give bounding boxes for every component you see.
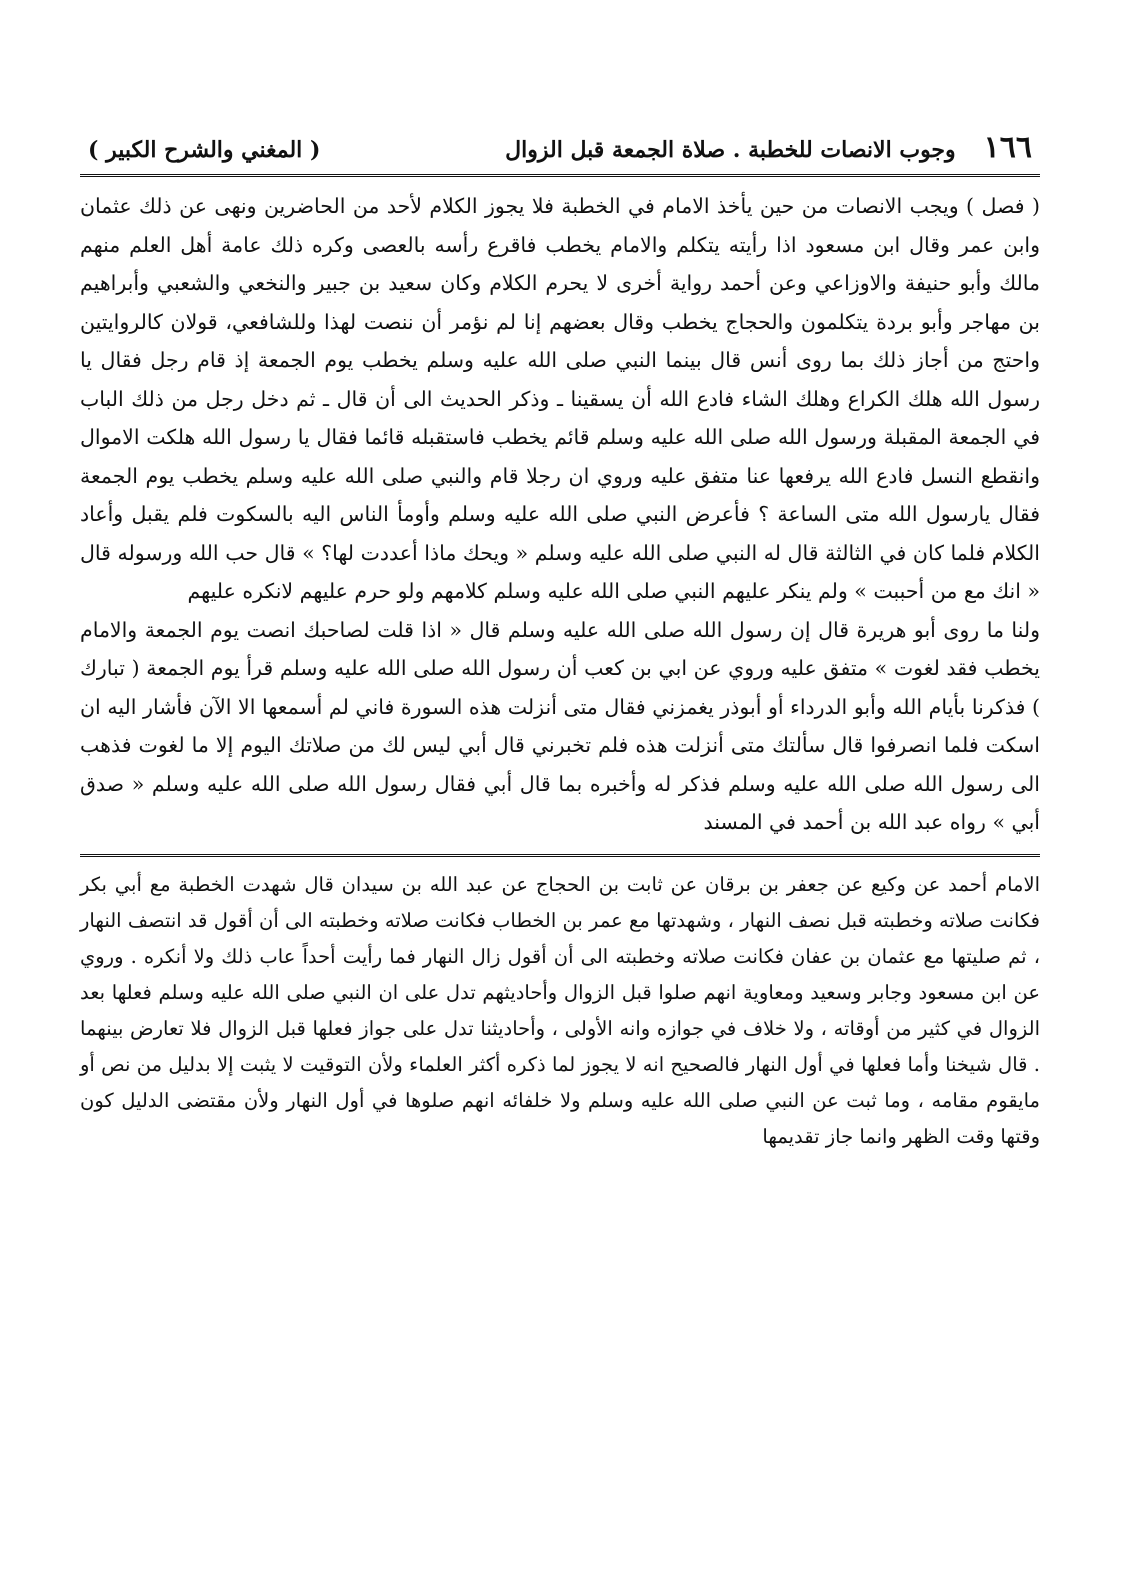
footnote-divider xyxy=(80,854,1040,857)
book-page xyxy=(80,130,1040,1155)
running-header xyxy=(80,130,1040,177)
main-paragraph: ( فصل ) ويجب الانصات من حين يأخذ الامام في الخطبة فلا يجوز الكلام لأحد من الحاضرين ونهى عن ذلك عثمان وابن عمر وقال ابن مسعود اذا رأيته يتكلم والامام يخطب فاقرع رأسه بالعصى وكره ذلك عامة أهل العلم منهم مالك وأبو حنيفة والاوزاعي وعن أحمد رواية أخرى لا يحرم الكلام وكان سعيد بن جبير والنخعي والشعبي وأبراهيم بن مهاجر وأبو بردة يتكلمون والحجاج يخطب وقال بعضهم إنا لم نؤمر أن ننصت لهذا وللشافعي، قولان كالروايتين واحتج من أجاز ذلك بما روى أنس قال بينما النبي صلى الله عليه وسلم يخطب يوم الجمعة إذ قام رجل فقال يا رسول الله هلك الكراع وهلك الشاء فادع الله أن يسقينا ـ وذكر الحديث الى أن قال ـ ثم دخل رجل من ذلك الباب في الجمعة المقبلة ورسول الله صلى الله عليه وسلم قائم يخطب فاستقبله قائما فقال يا رسول الله هلكت الاموال وانقطع النسل فادع الله يرفعها عنا متفق عليه وروي ان رجلا قام والنبي صلى الله عليه وسلم يخطب يوم الجمعة فقال يارسول الله متى الساعة ؟ فأعرض النبي صلى الله عليه وسلم وأومأ الناس اليه بالسكوت فلم يقبل وأعاد الكلام فلما كان في الثالثة قال له النبي صلى الله عليه وسلم « ويحك ماذا أعددت لها؟ » قال حب الله ورسوله قال « انك مع من أحببت » ولم ينكر عليهم النبي صلى الله عليه وسلم كلامهم ولو حرم عليهم لانكره عليهم xyxy=(80,194,1040,603)
main-paragraph: ولنا ما روى أبو هريرة قال إن رسول الله صلى الله عليه وسلم قال « اذا قلت لصاحبك انصت يوم الجمعة والامام يخطب فقد لغوت » متفق عليه وروي عن ابي بن كعب أن رسول الله صلى الله عليه وسلم قرأ يوم الجمعة ( تبارك ) فذكرنا بأيام الله وأبو الدرداء أو أبوذر يغمزني فقال متى أنزلت هذه السورة فاني لم أسمعها الا الآن فأشار اليه ان اسكت فلما انصرفوا قال سألتك متى أنزلت هذه فلم تخبرني قال أبي ليس لك من صلاتك اليوم إلا ما لغوت فذهب الى رسول الله صلى الله عليه وسلم فذكر له وأخبره بما قال أبي فقال رسول الله صلى الله عليه وسلم « صدق أبي » رواه عبد الله بن أحمد في المسند xyxy=(80,617,1040,834)
footnote-paragraph: الامام أحمد عن وكيع عن جعفر بن برقان عن ثابت بن الحجاج عن عبد الله بن سيدان قال شهدت الخطبة مع أبي بكر فكانت صلاته وخطبته قبل نصف النهار ، وشهدتها مع عمر بن الخطاب فكانت صلاته وخطبته الى أن أقول قد انتصف النهار ، ثم صليتها مع عثمان بن عفان فكانت صلاته وخطبته الى أن أقول زال النهار فما رأيت أحداً عاب ذلك ولا أنكره . وروي عن ابن مسعود وجابر وسعيد ومعاوية انهم صلوا قبل الزوال وأحاديثهم تدل على ان النبي صلى الله عليه وسلم فعلها بعد الزوال في كثير من أوقاته ، ولا خلاف في جوازه وانه الأولى ، وأحاديثنا تدل على جواز فعلها قبل الزوال فلا تعارض بينهما . قال شيخنا وأما فعلها في أول النهار فالصحيح انه لا يجوز لما ذكره أكثر العلماء ولأن التوقيت لا يثبت إلا بدليل من نص أو مايقوم مقامه ، وما ثبت عن النبي صلى الله عليه وسلم ولا خلفائه انهم صلوها في أول النهار ولأن مقتضى الدليل كون وقتها وقت الظهر وانما جاز تقديمها xyxy=(80,872,1040,1148)
header-title: وجوب الانصات للخطبة . صلاة الجمعة قبل الزوال xyxy=(505,137,956,163)
page-number: ١٦٦ xyxy=(983,130,1032,165)
footnote-text xyxy=(80,867,1040,1155)
main-text xyxy=(80,187,1040,842)
header-book-title: ( المغني والشرح الكبير ) xyxy=(88,137,321,163)
header-right-group xyxy=(505,130,1032,165)
